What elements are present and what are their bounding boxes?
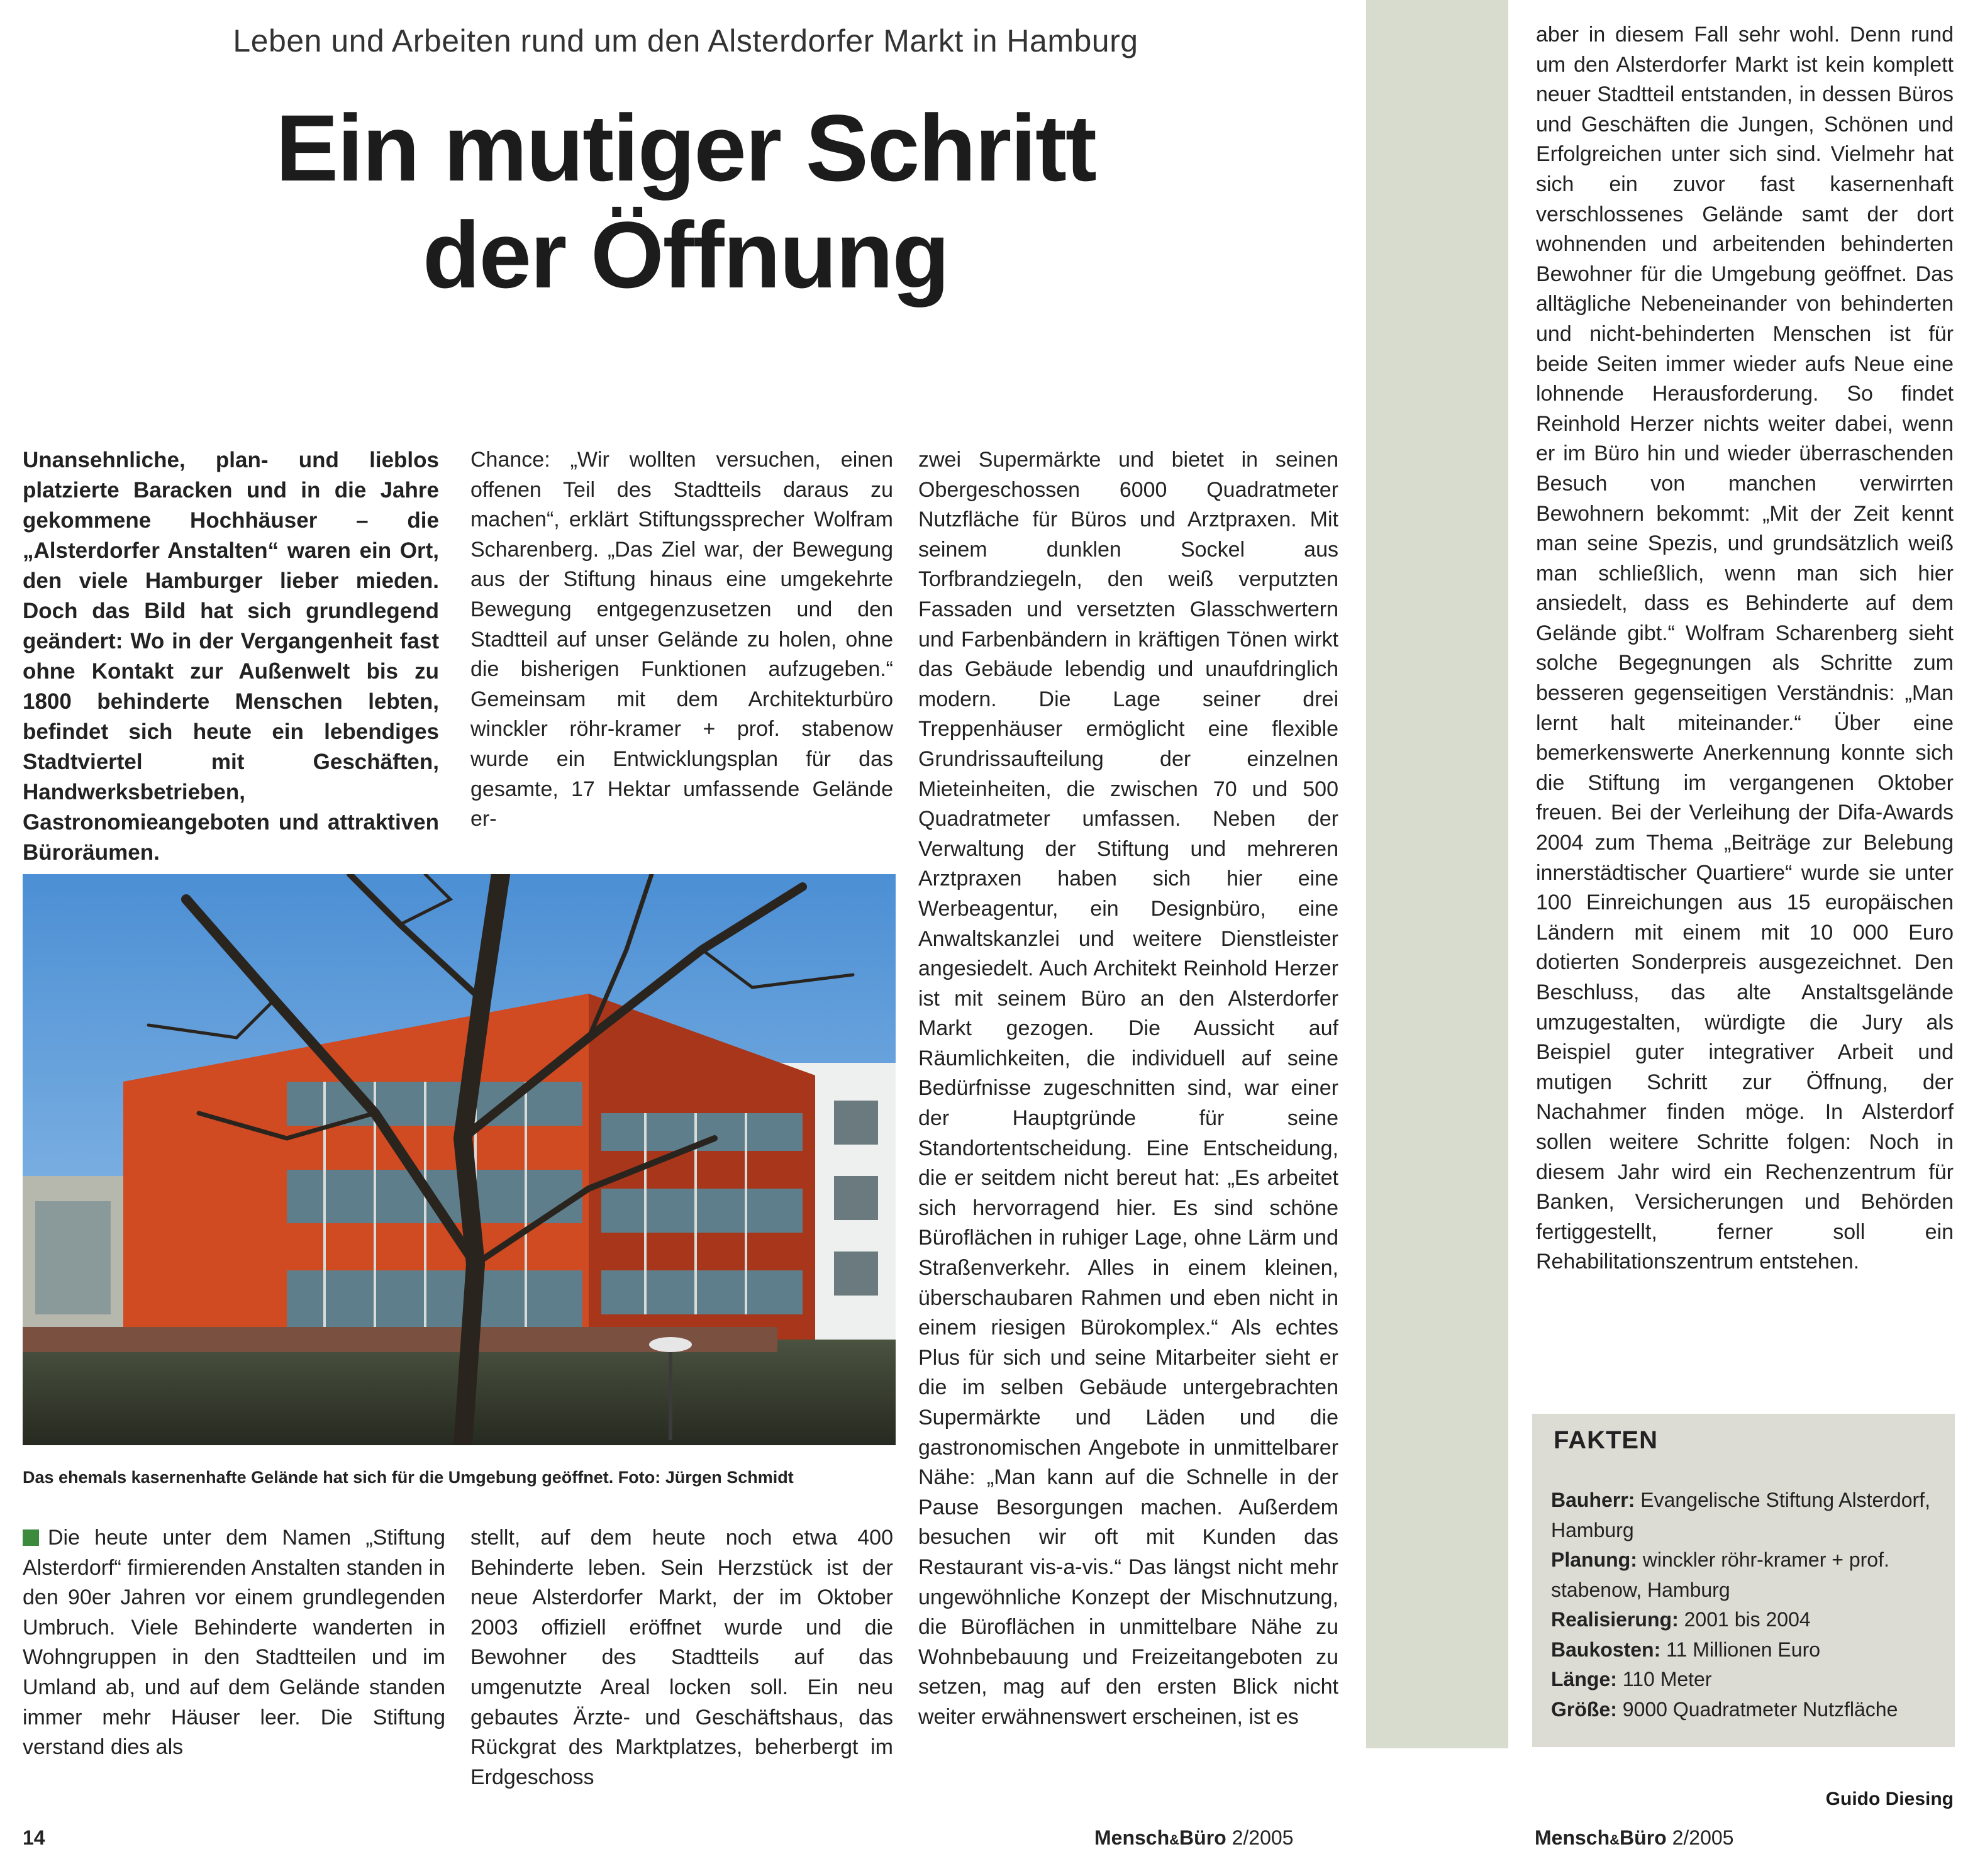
fact-item [1551,1665,1947,1695]
fact-item [1551,1605,1947,1635]
facts-title: FAKTEN [1554,1426,1658,1454]
fact-value: 110 Meter [1622,1668,1712,1690]
fact-item [1551,1485,1947,1545]
issue-number: 2/2005 [1232,1826,1294,1849]
magazine-amp: & [1610,1832,1620,1848]
facts-list [1551,1485,1947,1724]
fact-label: Realisierung: [1551,1608,1679,1631]
headline [0,94,1371,308]
issue-number: 2/2005 [1672,1826,1734,1849]
column-3: zwei Supermärkte und bietet in seinen Obergeschossen 6000 Quadratmeter Nutzfläche für Büros und Arztpraxen. Mit seinem dunklen Sockel aus Torfbrandziegeln, den weiß verputzten Fassaden und versetzten Glasschwertern und Farbenbändern in kräftigen Tönen wirkt das Gebäude lebendig und unaufdringlich modern. Die Lage seiner drei Treppenhäuser ermöglicht eine flexible Grundrissaufteilung der einzelnen Mieteinheiten, die zwischen 70 und 500 Quadratmeter umfassen. Neben der Verwaltung der Stiftung und mehreren Arztpraxen haben sich hier eine Werbeagentur, ein Designbüro, eine Anwaltskanzlei und weitere Dienstleister angesiedelt. Auch Architekt Reinhold Herzer ist mit seinem Büro an den Alsterdorfer Markt gezogen. Die Aussicht auf Räumlichkeiten, die individuell auf seine Bedürfnisse zugeschnitten sind, war einer der Hauptgründe für seine Standortentscheidung. Eine Entscheidung, die er seitdem nicht bereut hat: „Es arbeitet sich hervorragend hier. Es sind schöne Büroflächen in ruhiger Lage, ohne Lärm und Straßenverkehr. Alles in einem kleinen, überschaubaren Rahmen und eben nicht in einem riesigen Bürokomplex.“ Als echtes Plus für sich und seine Mitarbeiter sieht er die im selben Gebäude untergebrachten Supermärkte und Läden und die gastronomischen Angebote in unmittelbarer Nähe: „Man kann auf die Schnelle in der Pause Besorgungen machen. Außerdem besuchen wir oft mit Kunden das Restaurant vis-a-vis.“ Das längst nicht mehr ungewöhnliche Konzept der Mischnutzung, die Büroflächen in unmittelbare Nähe zu Wohnbebauung und Freizeitangeboten zu setzen, mag auf den ersten Blick nicht weiter erwähnenswert erscheinen, ist es [918,448,1338,1729]
fact-item [1551,1545,1947,1605]
fact-value: 2001 bis 2004 [1684,1608,1811,1631]
magazine-name-part1: Mensch [1094,1826,1170,1849]
fact-value: 9000 Quadratmeter Nutzfläche [1622,1697,1898,1721]
magazine-amp: & [1169,1832,1180,1848]
fact-label: Größe: [1551,1697,1617,1721]
headline-line-1: Ein mutiger Schritt [275,95,1096,201]
lead-paragraph: Unansehnliche, plan- und lieblos platzierte Baracken und in die Jahre gekommene Hochhäuser – die „Alsterdorfer Anstalten“ waren ein Ort, den viele Hamburger lieber mieden. Doch das Bild hat sich grundlegend geändert: Wo in der Vergangenheit fast ohne Kontakt zur Außenwelt bis zu 1800 behinderte Menschen lebten, befindet sich heute ein lebendiges Stadtviertel mit Geschäften, Handwerksbetrieben, Gastronomieangeboten und attraktiven Büroräumen. [23,448,439,865]
fact-value: winckler röhr-kramer + prof. stabenow, Hamburg [1551,1548,1889,1601]
fact-label: Planung: [1551,1548,1637,1571]
magazine-name-part2: Büro [1179,1826,1226,1849]
photo-caption: Das ehemals kasernenhafte Gelände hat sich für die Umgebung geöffnet. Foto: Jürgen Schmidt [23,1468,794,1487]
magazine-name-part1: Mensch [1535,1826,1610,1849]
magazine-name-part2: Büro [1620,1826,1667,1849]
fact-label: Baukosten: [1551,1638,1661,1661]
fact-item [1551,1635,1947,1665]
page-number: 14 [23,1826,45,1849]
fact-label: Länge: [1551,1668,1617,1690]
author-byline: Guido Diesing [1825,1789,1954,1809]
kicker: Leben und Arbeiten rund um den Alsterdorfer Markt in Hamburg [233,23,1138,58]
fact-item [1551,1695,1947,1725]
fact-label: Bauherr: [1551,1489,1635,1511]
headline-line-2: der Öffnung [422,202,949,308]
column-2-bottom: stellt, auf dem heute noch etwa 400 Behinderte leben. Sein Herzstück ist der neue Alsterdorfer Markt, der im Oktober 2003 offiziell eröffnet wurde und die Bewohner des Stadtteils auf das umgenutzte Areal locken soll. Ein neu gebautes Ärzte- und Geschäftshaus, das Rückgrat des Marktplatzes, beherbergt im Erdgeschoss [470,1526,893,1789]
building-photo [23,874,896,1445]
column-1-bottom-text: Die heute unter dem Namen „Stiftung Alsterdorf“ firmierenden Anstalten standen in den 90er Jahren vor einem grundlegenden Umbruch. Viele Behinderte wanderten in Wohngruppen in den Stadtteilen und im Umland ab, und auf dem Gelände standen immer mehr Häuser leer. Die Stiftung verstand dies als [23,1526,445,1760]
column-2-top: Chance: „Wir wollten versuchen, einen offenen Teil des Stadtteils daraus zu machen“, erklärt Stiftungssprecher Wolfram Scharenberg. „Das Ziel war, der Bewegung aus der Stiftung hinaus eine umgekehrte Bewegung entgegenzusetzen und den Stadtteil auf unser Gelände zu holen, ohne die bisherigen Funktionen aufzugeben.“ Gemeinsam mit dem Architekturbüro winckler röhr-kramer + prof. stabenow wurde ein Entwicklungsplan für das gesamte, 17 Hektar umfassende Gelände er- [470,448,893,831]
side-band [1366,0,1508,1748]
column-1-bottom [23,1523,445,1763]
magazine-footer-left [1094,1826,1293,1850]
fact-value: Evangelische Stiftung Alsterdorf, Hamburg [1551,1489,1930,1541]
column-4: aber in diesem Fall sehr wohl. Denn rund um den Alsterdorfer Markt ist kein komplett neuer Stadtteil entstanden, in dessen Büros und Geschäften die Jungen, Schönen und Erfolgreichen unter sich sind. Vielmehr hat sich ein zuvor fast kasernenhaft verschlossenes Gelände samt der dort wohnenden und arbeitenden behinderten Bewohner für die Umgebung geöffnet. Das alltägliche Nebeneinander von behinderten und nicht-behinderten Menschen ist für beide Seiten immer wieder aufs Neue eine lohnende Herausforderung. So findet Reinhold Herzer nichts weiter dabei, wenn er im Büro hin und wieder überraschenden Besuch von manchen verwirrten Bewohnern bekommt: „Mit der Zeit kennt man seine Spezis, und grundsätzlich weiß man schließlich, wenn man sich hier ansiedelt, dass es Behinderte auf dem Gelände gibt.“ Wolfram Scharenberg sieht solche Begegnungen als Schritte zum besseren gegenseitigen Verständnis: „Man lernt halt miteinander.“ Über eine bemerkenswerte Anerkennung konnte sich die Stiftung im vergangenen Oktober freuen. Bei der Verleihung der Difa-Awards 2004 zum Thema „Beiträge zur Belebung innerstädtischer Quartiere“ wurde sie unter 100 Einreichungen aus 15 europäischen Ländern mit einem mit 10 000 Euro dotierten Sonderpreis ausgezeichnet. Den Beschluss, das alte Anstaltsgelände umzugestalten, würdigte die Jury als Beispiel guter integrativer Arbeit und mutigen Schritt zur Öffnung, der Nachahmer finden möge. In Alsterdorf sollen weitere Schritte folgen: Noch in diesem Jahr wird ein Rechenzentrum für Banken, Versicherungen und Behörden fertiggestellt, ferner soll ein Rehabilitationszentrum entstehen. [1536,23,1954,1274]
magazine-footer-right [1535,1826,1733,1850]
bullet-square-icon [23,1529,39,1546]
building-illustration [23,874,896,1445]
fact-value: 11 Millionen Euro [1666,1638,1821,1661]
